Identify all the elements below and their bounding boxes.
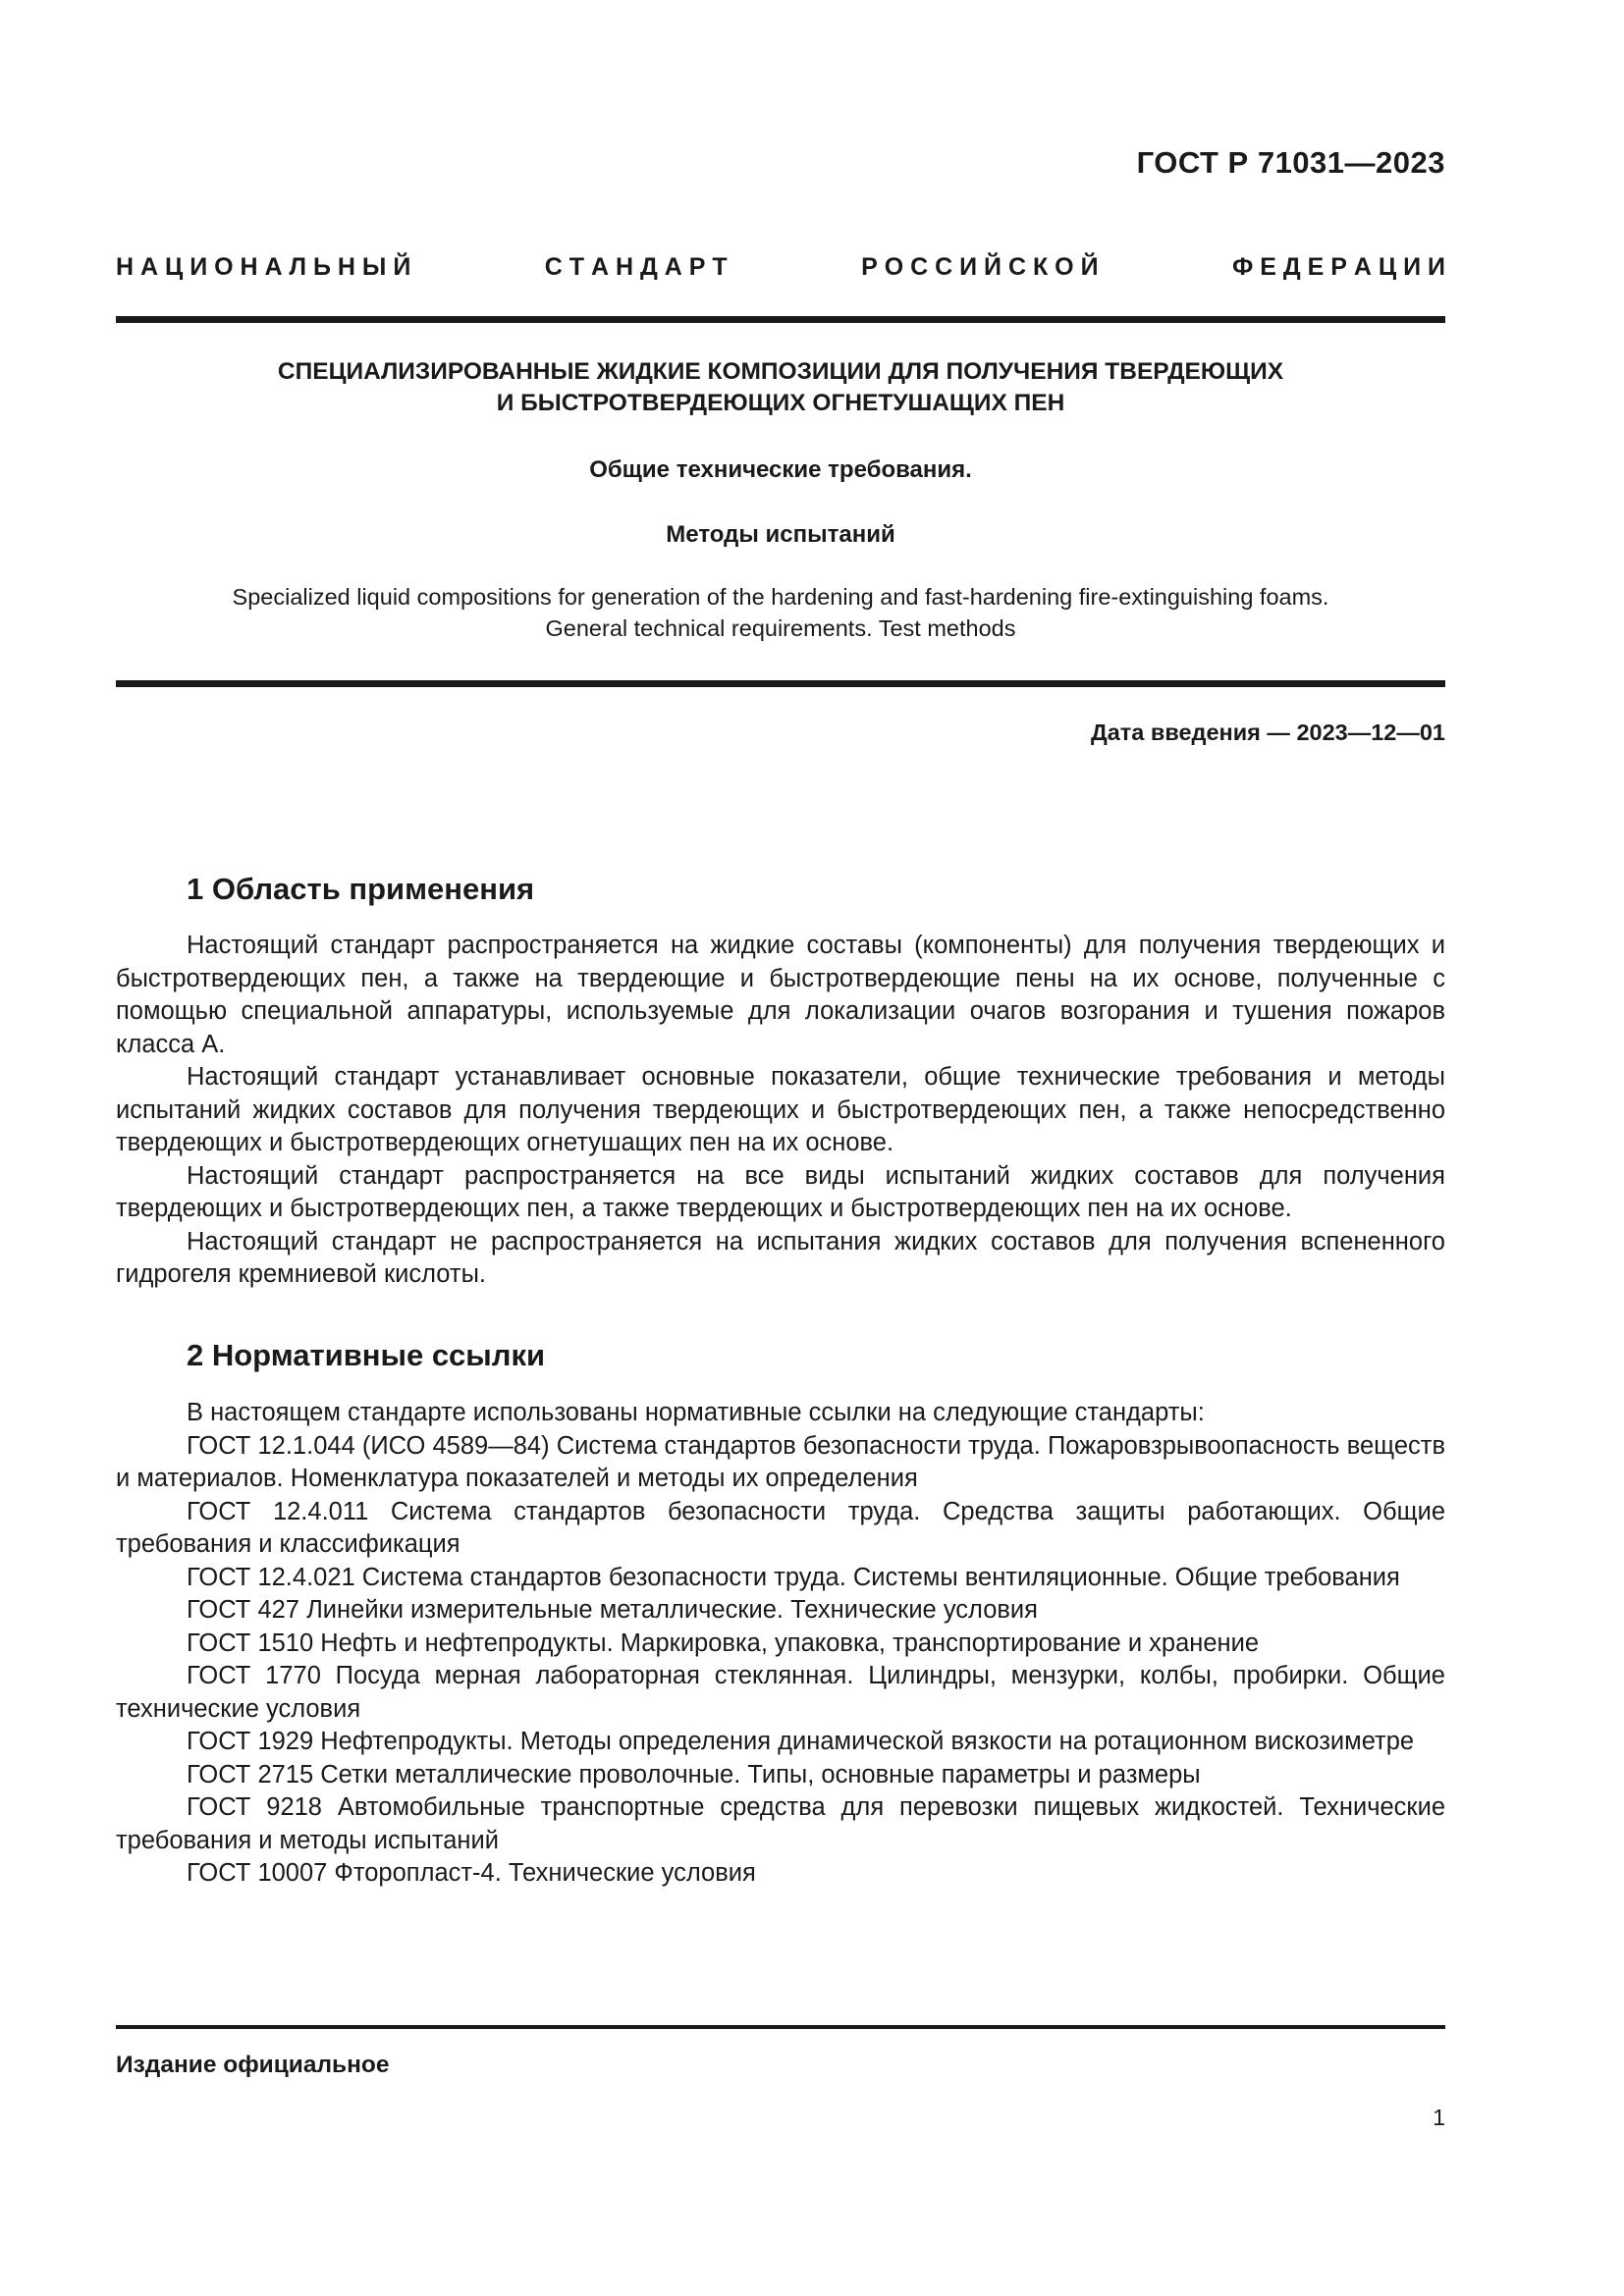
national-standard-word: Н А Ц И О Н А Л Ь Н Ы Й [116,253,411,281]
paragraph: Настоящий стандарт устанавливает основные показатели, общие технические требования и методы испытаний жидких составов для получения твердеющих и быстротвердеющих пен, а также непосредственно твердеющих и быстротвердеющих огнетушащих пен на их основе. [116,1063,1445,1156]
section-2-heading: 2 Нормативные ссылки [187,1338,546,1372]
reference-item: ГОСТ 12.4.021 Система стандартов безопасности труда. Системы вентиляционные. Общие требования [187,1563,1400,1591]
paragraph: В настоящем стандарте использованы нормативные ссылки на следующие стандарты: [187,1399,1205,1426]
national-standard-word: С Т А Н Д А Р Т [544,253,728,281]
national-standard-banner [116,253,1445,282]
section-2-body [116,1397,1445,1891]
document-number: ГОСТ Р 71031—2023 [1136,145,1445,180]
paragraph: Настоящий стандарт не распространяется на испытания жидких составов для получения вспененного гидрогеля кремниевой кислоты. [116,1227,1445,1288]
section-1-body [116,930,1445,1292]
subtitle-requirements: Общие технические требования. [589,456,972,483]
reference-item: ГОСТ 12.4.011 Система стандартов безопасности труда. Средства защиты работающих. Общие требования и классификация [116,1497,1445,1558]
title-line-2: И БЫСТРОТВЕРДЕЮЩИХ ОГНЕТУШАЩИХ ПЕН [496,390,1065,416]
title-line-1: СПЕЦИАЛИЗИРОВАННЫЕ ЖИДКИЕ КОМПОЗИЦИИ ДЛЯ ПОЛУЧЕНИЯ ТВЕРДЕЮЩИХ [277,358,1284,385]
section-1-heading: 1 Область применения [187,872,535,906]
reference-item: ГОСТ 2715 Сетки металлические проволочные. Типы, основные параметры и размеры [187,1760,1201,1789]
middle-divider [116,680,1445,687]
reference-item: ГОСТ 12.1.044 (ИСО 4589—84) Система стандартов безопасности труда. Пожаровзрывоопасность веществ и материалов. Номенклатура показателей и методы их определения [116,1431,1445,1492]
english-title-line-2: General technical requirements. Test methods [545,615,1016,641]
official-edition-label: Издание официальное [116,2052,390,2078]
reference-item: ГОСТ 1510 Нефть и нефтепродукты. Маркировка, упаковка, транспортирование и хранение [187,1629,1260,1657]
reference-item: ГОСТ 427 Линейки измерительные металлические. Технические условия [187,1596,1038,1624]
reference-item: ГОСТ 9218 Автомобильные транспортные средства для перевозки пищевых жидкостей. Технические требования и методы испытаний [116,1793,1445,1854]
introduction-date: Дата введения — 2023—12—01 [1090,720,1445,745]
paragraph: Настоящий стандарт распространяется на все виды испытаний жидких составов для получения твердеющих и быстротвердеющих пен, а также твердеющих и быстротвердеющих пен на их основе. [116,1161,1445,1222]
footer-divider [116,2025,1445,2029]
document-page [116,0,1445,2296]
english-title-line-1: Specialized liquid compositions for generation of the hardening and fast-hardening fire-extinguishing foams. [232,584,1329,610]
top-divider [116,316,1445,323]
national-standard-word: Р О С С И Й С К О Й [861,253,1099,281]
subtitle-methods: Методы испытаний [666,521,895,548]
document-title [116,356,1445,419]
page-number: 1 [1433,2105,1445,2130]
reference-item: ГОСТ 1770 Посуда мерная лабораторная стеклянная. Цилиндры, мензурки, колбы, пробирки. Общие технические условия [116,1662,1445,1723]
english-title [116,581,1445,644]
reference-item: ГОСТ 1929 Нефтепродукты. Методы определения динамической вязкости на ротационном вискозиметре [187,1728,1415,1755]
national-standard-word: Ф Е Д Е Р А Ц И И [1232,253,1445,281]
reference-item: ГОСТ 10007 Фторопласт-4. Технические условия [187,1859,756,1887]
paragraph: Настоящий стандарт распространяется на жидкие составы (компоненты) для получения твердеющих и быстротвердеющих пен, а также на твердеющие и быстротвердеющие пены на их основе, полученные с помощью специальной аппаратуры, используемые для локализации очагов возгорания и тушения пожаров класса А. [116,932,1445,1058]
